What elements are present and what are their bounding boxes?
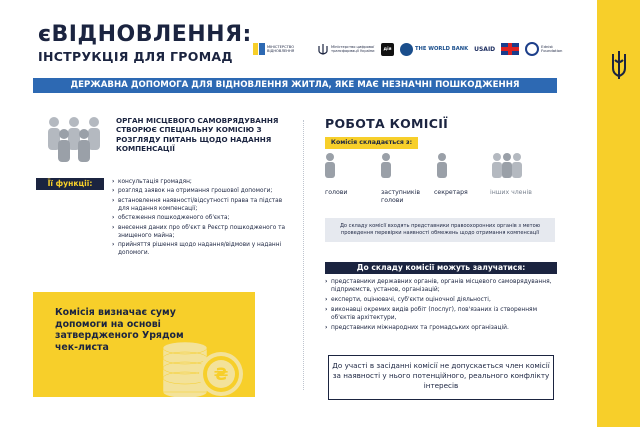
diia-logo: дія [381, 43, 394, 56]
trident-icon [610, 50, 628, 80]
person-icon [322, 152, 338, 182]
list-item: › представники державних органів, органів місцевого самоврядування, підприємств, установ, організацій; [325, 279, 559, 294]
trident-small-icon [317, 43, 329, 55]
column-divider [303, 120, 304, 390]
coins-icon [163, 330, 253, 397]
functions-label: Її функції: [36, 178, 104, 190]
list-item: › обстеження пошкодженого об'єкта; [112, 214, 292, 222]
people-group-icon [490, 152, 524, 182]
functions-list [112, 178, 292, 258]
main-banner: ДЕРЖАВНА ДОПОМОГА ДЛЯ ВІДНОВЛЕННЯ ЖИТЛА, ЯКЕ МАЄ НЕЗНАЧНІ ПОШКОДЖЕННЯ [33, 78, 557, 93]
list-item: › представники міжнародних та громадських організацій. [325, 325, 559, 333]
list-item: › виконавці окремих видів робіт (послуг), пов'язаних із створенням об'єктів архітектури, [325, 307, 559, 322]
list-item: › експерти, оцінювачі, суб'єкти оціночної діяльності, [325, 297, 559, 305]
page-title: єВІДНОВЛЕННЯ: [38, 22, 252, 47]
globe-icon [400, 43, 413, 56]
member-label: заступників голови [381, 189, 420, 204]
circle-icon [525, 42, 539, 56]
eu-logo: Ednist Foundation [525, 42, 565, 56]
section-title: РОБОТА КОМІСІЇ [325, 116, 449, 131]
member-label: секретаря [434, 189, 468, 196]
world-bank-logo: THE WORLD BANK [400, 43, 468, 56]
member-label: інших членів [490, 189, 532, 196]
person-icon [378, 152, 394, 182]
list-item: › внесення даних про об'єкт в Реєстр пошкодженого та знищеного майна; [112, 224, 292, 240]
page-subtitle: ІНСТРУКЦІЯ ДЛЯ ГРОМАД [38, 49, 233, 64]
ministry-digital-logo: Міністерство цифрової трансформації України [317, 43, 375, 55]
people-group-icon [44, 114, 104, 164]
ministry-emblem-icon [253, 43, 265, 55]
law-enforcement-note: До складу комісії входять представники правоохоронних органів з метою проведення перевірки наявності обмежень щодо отримання компенсації [325, 218, 555, 242]
uk-flag-icon [501, 43, 519, 55]
checklist-callout [33, 292, 255, 397]
member-label: голови [325, 189, 348, 196]
commission-creation-text: ОРГАН МІСЦЕВОГО САМОВРЯДУВАННЯ СТВОРЮЄ СПЕЦІАЛЬНУ КОМІСІЮ З РОЗГЛЯДУ ПИТАНЬ ЩОДО НАДАННЯ КОМПЕНСАЦІЇ [116, 116, 279, 154]
involve-label: До складу комісії можуть залучатися: [325, 262, 557, 274]
list-item: › встановлення наявності/відсутності права та підстав для надання компенсації; [112, 197, 292, 213]
person-icon [434, 152, 450, 182]
partner-logos [253, 38, 565, 60]
checklist-text: Комісія визначає суму допомоги на основі затвердженого Урядом чек-листа [55, 307, 184, 353]
composition-label: Комісія складається з: [325, 137, 418, 149]
usaid-logo: USAID [474, 45, 496, 53]
involve-list [325, 279, 559, 335]
list-item: › розгляд заявок на отримання грошової допомоги; [112, 187, 292, 195]
svg-text:₴: ₴ [213, 365, 229, 385]
conflict-of-interest-box: До участі в засіданні комісії не допускається член комісії за наявності у нього потенційного, реального конфлікту інтересів [328, 355, 554, 400]
list-item: › прийняття рішення щодо надання/відмови у наданні допомоги. [112, 241, 292, 257]
ministry-restoration-logo: МІНІСТЕРСТВО ВІДНОВЛЕННЯ [253, 43, 311, 55]
list-item: › консультація громадян; [112, 178, 292, 186]
